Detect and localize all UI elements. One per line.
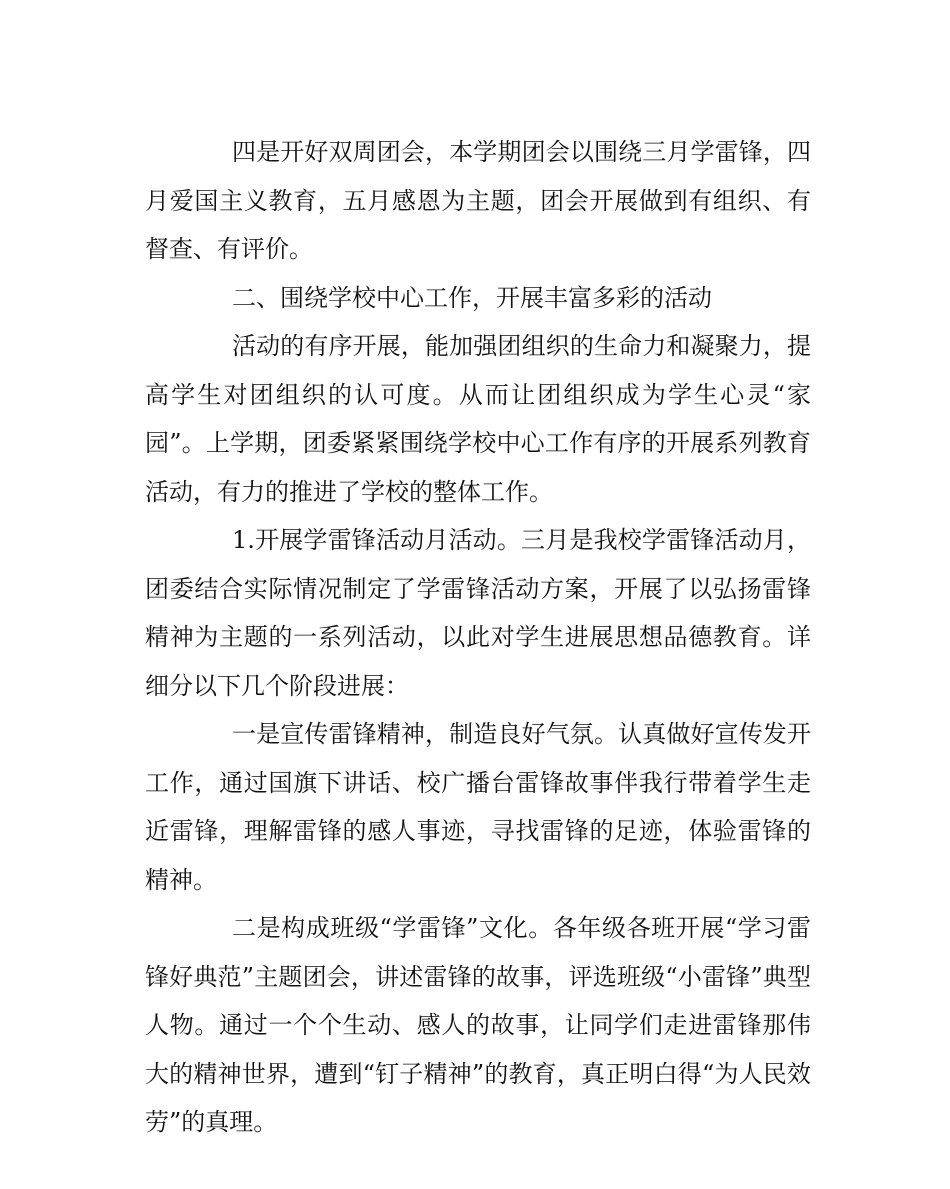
section-heading-activities: 二、围绕学校中心工作，开展丰富多彩的活动 <box>232 283 712 312</box>
paragraph-team-meeting: 四是开好双周团会，本学期团会以围绕三月学雷锋，四月爱国主义教育，五月感恩为主题，团会开展做到有组织、有督查、有评价。 <box>145 138 811 263</box>
paragraph-learn-leifeng-month: 1.开展学雷锋活动月活动。三月是我校学雷锋活动月，团委结合实际情况制定了学雷锋活动方案，开展了以弘扬雷锋精神为主题的一系列活动，以此对学生进展思想品德教育。详细分以下几个阶段进展： <box>145 526 811 700</box>
paragraph-class-culture: 二是构成班级“学雷锋”文化。各年级各班开展“学习雷锋好典范”主题团会，讲述雷锋的故事，评选班级“小雷锋”典型人物。通过一个个生动、感人的故事，让同学们走进雷锋那伟大的精神世界，遭到“钉子精神”的教育，真正明白得“为人民效劳”的真理。 <box>145 914 811 1136</box>
paragraph-activities-intro: 活动的有序开展，能加强团组织的生命力和凝聚力，提高学生对团组织的认可度。从而让团组织成为学生心灵“家园”。上学期，团委紧紧围绕学校中心工作有序的开展系列教育活动，有力的推进了学校的整体工作。 <box>145 332 811 506</box>
paragraph-promote-spirit: 一是宣传雷锋精神，制造良好气氛。认真做好宣传发开工作，通过国旗下讲话、校广播台雷锋故事伴我行带着学生走近雷锋，理解雷锋的感人事迹，寻找雷锋的足迹，体验雷锋的精神。 <box>145 720 811 894</box>
document-body <box>145 128 811 1147</box>
